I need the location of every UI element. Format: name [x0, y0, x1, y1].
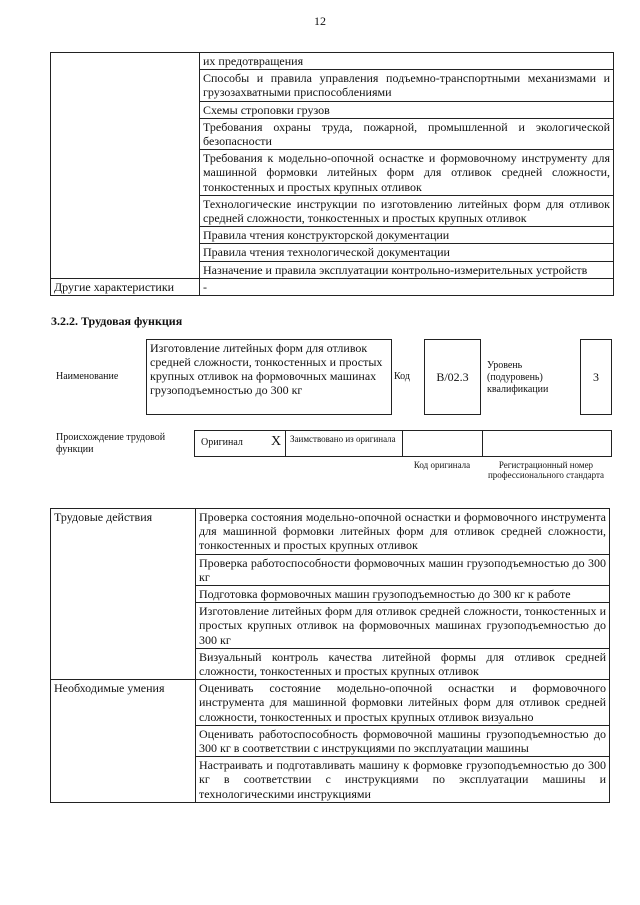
skills-label: Необходимые умения — [51, 680, 196, 803]
table-row — [51, 680, 610, 726]
original-mark: X — [271, 434, 282, 449]
table-cell: Настраивать и подготавливать машину к формовке грузоподъемностью до 300 кг в соответствии с инструкциями по эксплуатации машины и технологическими инструкциями — [196, 757, 610, 803]
table-cell: Правила чтения технологической документации — [200, 244, 614, 261]
function-details-table — [50, 508, 610, 803]
section-title: 3.2.2. Трудовая функция — [51, 314, 183, 328]
table-cell: их предотвращения — [200, 53, 614, 70]
table-cell: Технологические инструкции по изготовлению литейных форм для отливок средней сложности, тонкостенных и простых крупных отливок — [200, 195, 614, 226]
table-cell: Оценивать работоспособность формовочной машины грузоподъемностью до 300 кг в соответствии с инструкциями по эксплуатации машины — [196, 725, 610, 756]
table-cell: Правила чтения конструкторской документации — [200, 227, 614, 244]
other-characteristics-value: - — [200, 278, 614, 295]
level-label: Уровень (подуровень) квалификации — [487, 360, 549, 395]
borrowed-label: Заимствовано из оригинала — [290, 434, 396, 444]
borrowed-box — [285, 430, 403, 457]
table-row — [51, 509, 610, 555]
table-row — [51, 278, 614, 295]
reg-number-box — [482, 430, 612, 457]
original-label: Оригинал — [201, 437, 243, 448]
table-cell: Схемы строповки грузов — [200, 101, 614, 118]
empty-label-cell — [51, 53, 200, 279]
table-cell: Изготовление литейных форм для отливок средней сложности, тонкостенных и простых крупных отливок на формовочных машинах грузоподъемностью до 300 кг — [196, 603, 610, 649]
origin-label: Происхождение трудовой функции — [56, 432, 166, 455]
code-original-box — [402, 430, 483, 457]
table-cell: Требования охраны труда, пожарной, промышленной и экологической безопасности — [200, 118, 614, 149]
code-original-label: Код оригинала — [413, 460, 471, 470]
code-label: Код — [394, 371, 410, 382]
table-cell: Визуальный контроль качества литейной формы для отливок средней сложности, тонкостенных и простых крупных отливок — [196, 648, 610, 679]
table-row — [51, 53, 614, 70]
table-cell: Требования к модельно-опочной оснастке и формовочному инструменту для машинной формовки литейных форм для отливок средней сложности, тонкостенных и простых крупных отливок — [200, 150, 614, 196]
level-value-box: 3 — [580, 339, 612, 415]
table-cell: Способы и правила управления подъемно-транспортными механизмами и грузозахватными приспособлениями — [200, 70, 614, 101]
knowledge-table — [50, 52, 614, 296]
table-cell: Назначение и правила эксплуатации контрольно-измерительных устройств — [200, 261, 614, 278]
reg-number-label: Регистрационный номер профессионального стандарта — [487, 460, 605, 480]
code-value-box: В/02.3 — [424, 339, 481, 415]
original-box — [194, 430, 286, 457]
table-cell: Оценивать состояние модельно-опочной оснастки и формовочного инструмента для машинной формовки литейных форм для отливок средней сложности, тонкостенных и простых крупных отливок визуально — [196, 680, 610, 726]
table-cell: Проверка состояния модельно-опочной оснастки и формовочного инструмента для машинной формовки литейных форм для отливок средней сложности, тонкостенных и простых крупных отливок — [196, 509, 610, 555]
other-characteristics-label: Другие характеристики — [51, 278, 200, 295]
table-cell: Подготовка формовочных машин грузоподъемностью до 300 кг к работе — [196, 586, 610, 603]
name-label: Наименование — [56, 371, 119, 382]
actions-label: Трудовые действия — [51, 509, 196, 680]
page-number: 12 — [314, 14, 326, 28]
table-cell: Проверка работоспособности формовочных машин грузоподъемностью до 300 кг — [196, 554, 610, 585]
function-name-box: Изготовление литейных форм для отливок средней сложности, тонкостенных и простых крупных отливок на формовочных машинах грузоподъемностью до 300 кг — [146, 339, 392, 415]
